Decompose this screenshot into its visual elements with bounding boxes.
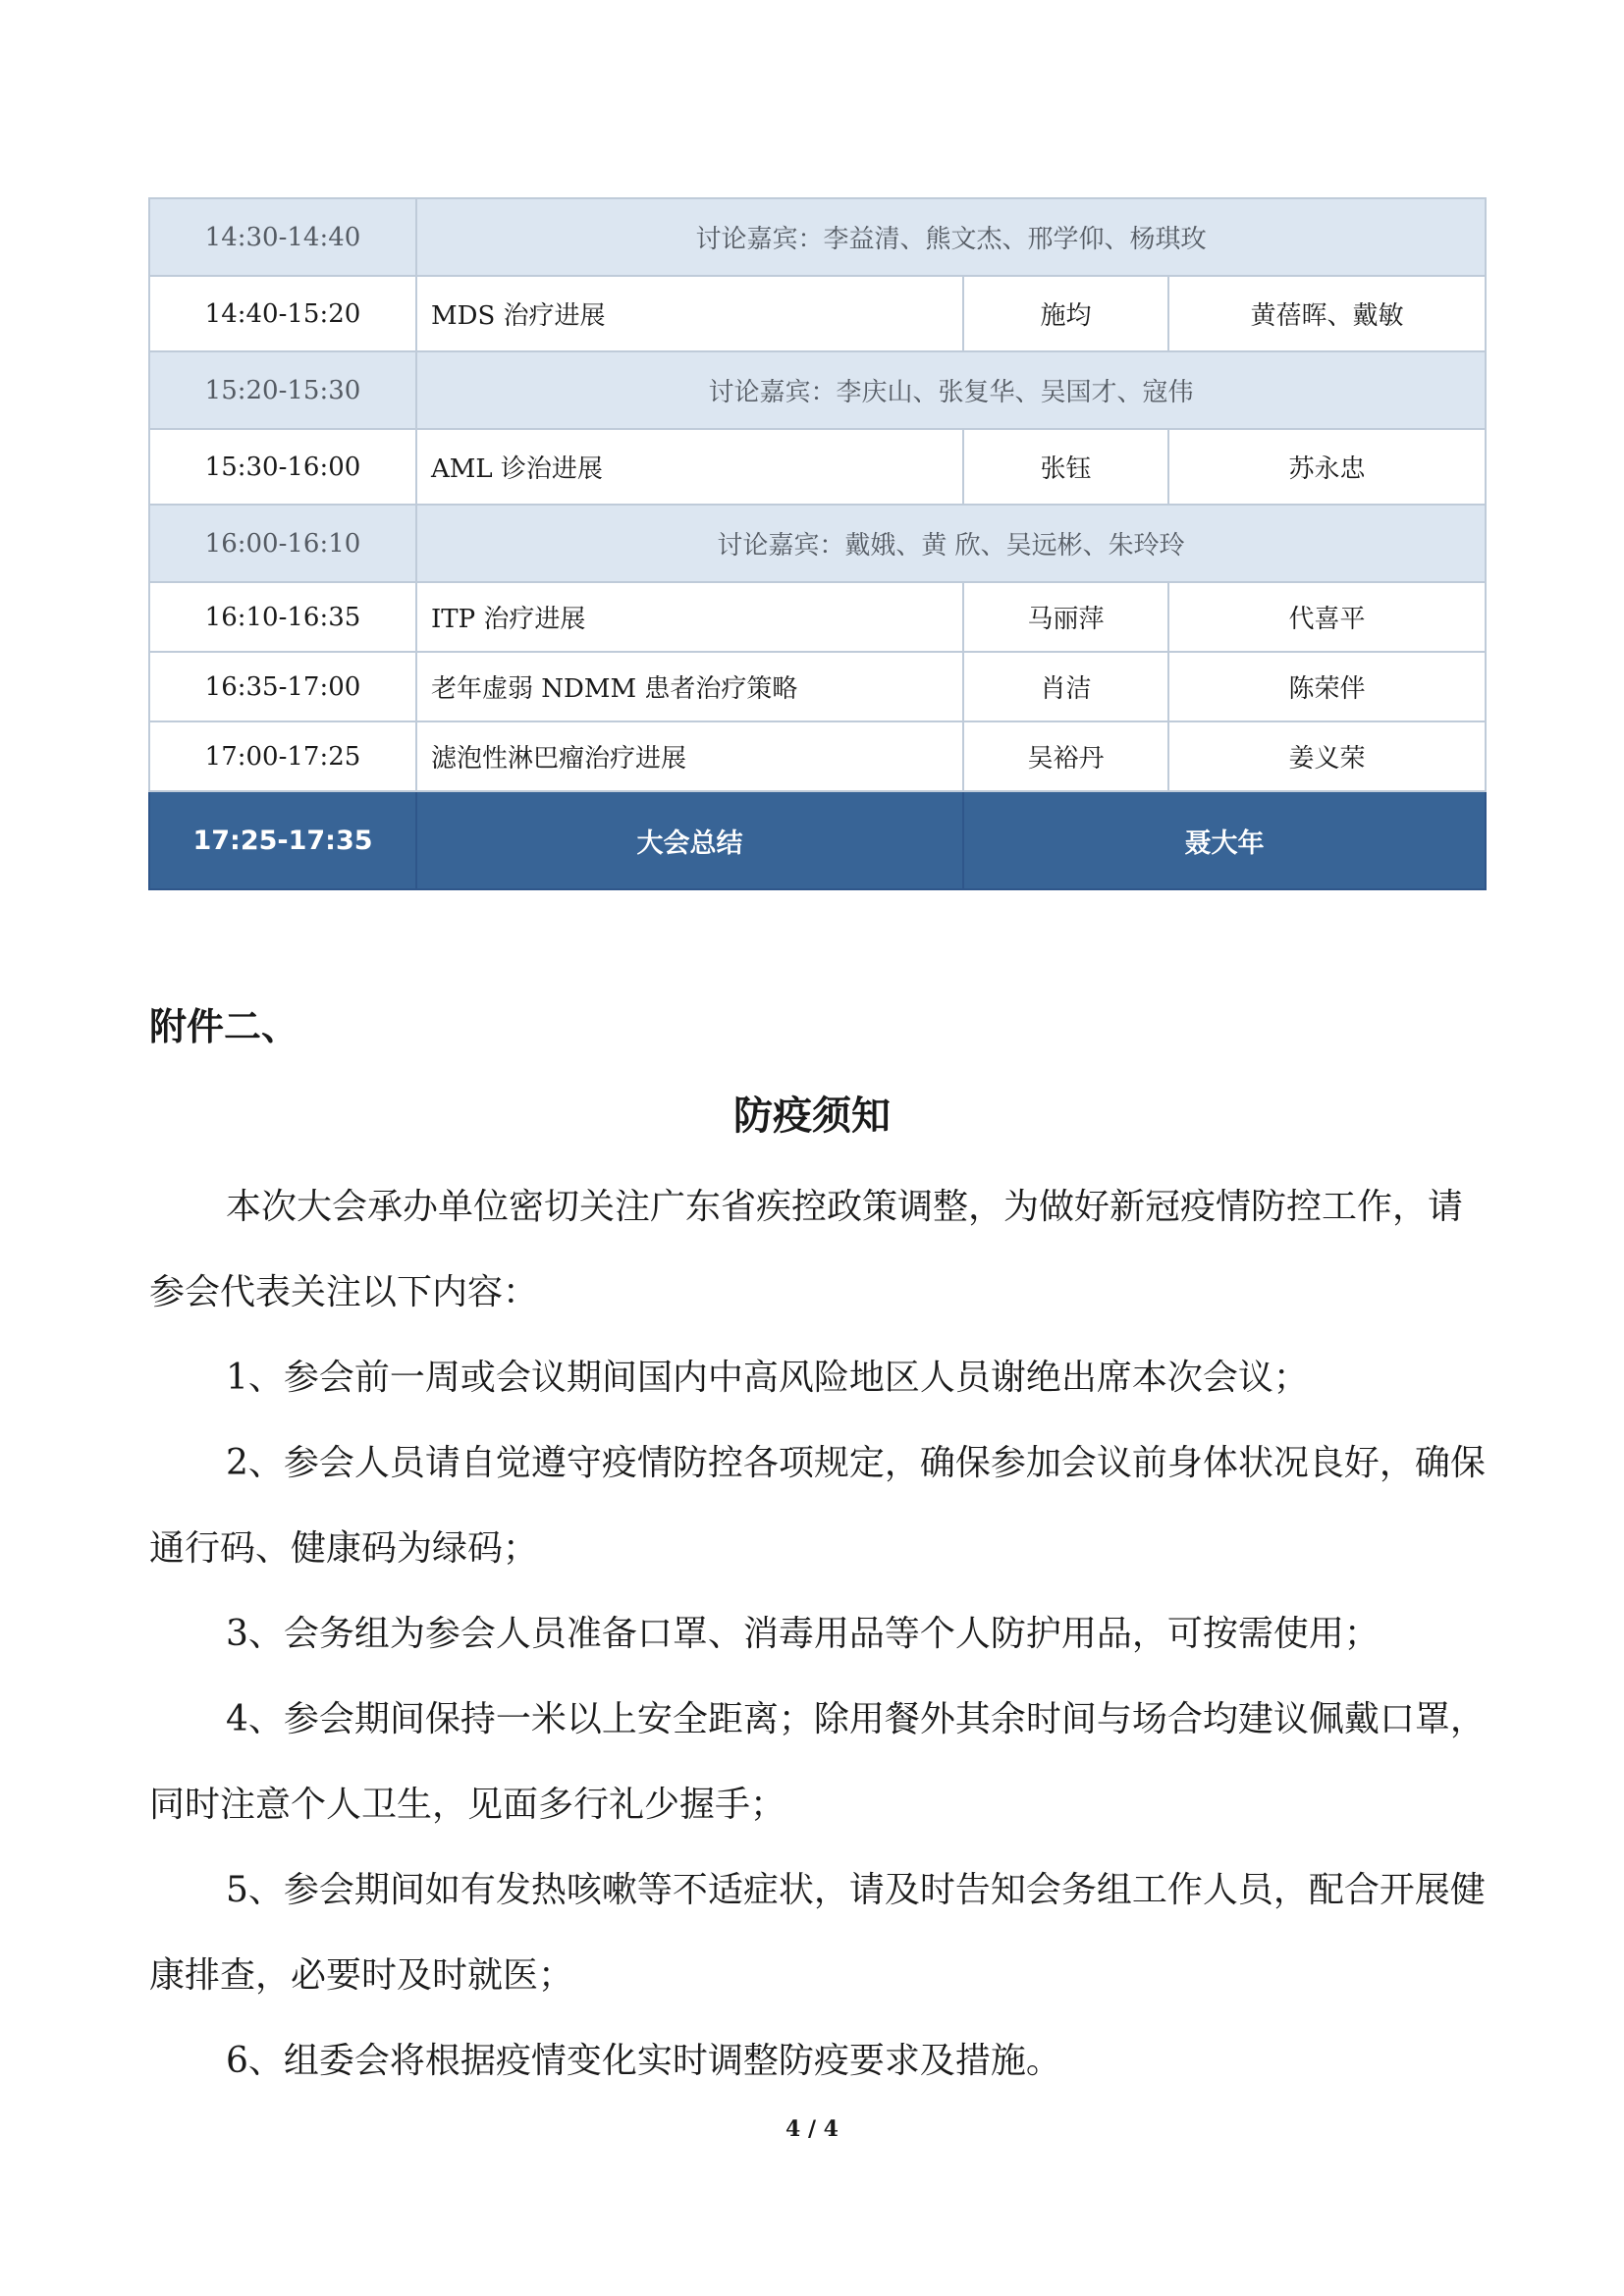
- notice-body: [149, 1164, 1487, 2104]
- row-speaker: 吴裕丹: [963, 721, 1168, 791]
- row-time: 17:25-17:35: [149, 791, 416, 889]
- table-row: [149, 429, 1486, 505]
- notice-item: 6、组委会将根据疫情变化实时调整防疫要求及措施。: [226, 2041, 1061, 2081]
- intro-paragraph: 本次大会承办单位密切关注广东省疾控政策调整，为做好新冠疫情防控工作，请参会代表关注以下内容：: [149, 1187, 1464, 1312]
- table-row: [149, 582, 1486, 652]
- row-speaker: 张钰: [963, 429, 1168, 505]
- discussion-guests: 讨论嘉宾：戴娥、黄 欣、吴远彬、朱玲玲: [416, 505, 1486, 582]
- table-row: [149, 791, 1486, 889]
- notice-item: 3、会务组为参会人员准备口罩、消毒用品等个人防护用品，可按需使用；: [226, 1614, 1380, 1654]
- row-chair: 姜义荣: [1168, 721, 1486, 791]
- row-time: 17:00-17:25: [149, 721, 416, 791]
- row-topic: 滤泡性淋巴瘤治疗进展: [416, 721, 963, 791]
- row-time: 14:40-15:20: [149, 276, 416, 351]
- table-row: [149, 505, 1486, 582]
- row-topic: MDS 治疗进展: [416, 276, 963, 351]
- row-topic: 老年虚弱 NDMM 患者治疗策略: [416, 652, 963, 721]
- notice-item: 5、参会期间如有发热咳嗽等不适症状，请及时告知会务组工作人员，配合开展健康排查，必要时及时就医；: [149, 1870, 1486, 1996]
- row-chair: 苏永忠: [1168, 429, 1486, 505]
- table-row: [149, 351, 1486, 429]
- row-time: 15:30-16:00: [149, 429, 416, 505]
- row-topic: ITP 治疗进展: [416, 582, 963, 652]
- schedule-table: [148, 197, 1487, 890]
- discussion-guests: 讨论嘉宾：李益清、熊文杰、邢学仰、杨琪玫: [416, 198, 1486, 276]
- notice-item: 2、参会人员请自觉遵守疫情防控各项规定，确保参加会议前身体状况良好，确保通行码、健康码为绿码；: [149, 1443, 1486, 1569]
- row-speaker: 肖洁: [963, 652, 1168, 721]
- row-chair: 陈荣伴: [1168, 652, 1486, 721]
- table-row: [149, 652, 1486, 721]
- page-number: 4 / 4: [785, 2116, 839, 2142]
- table-row: [149, 276, 1486, 351]
- row-speaker: 聂大年: [963, 791, 1486, 889]
- table-row: [149, 198, 1486, 276]
- row-chair: 代喜平: [1168, 582, 1486, 652]
- schedule-body: [149, 198, 1486, 889]
- notice-item: 4、参会期间保持一米以上安全距离；除用餐外其余时间与场合均建议佩戴口罩，同时注意个人卫生，见面多行礼少握手；: [149, 1699, 1486, 1825]
- row-time: 16:35-17:00: [149, 652, 416, 721]
- table-row: [149, 721, 1486, 791]
- row-time: 16:10-16:35: [149, 582, 416, 652]
- row-speaker: 马丽萍: [963, 582, 1168, 652]
- row-speaker: 施均: [963, 276, 1168, 351]
- row-chair: 黄蓓晖、戴敏: [1168, 276, 1486, 351]
- annex-label: 附件二、: [149, 1005, 299, 1048]
- row-time: 15:20-15:30: [149, 351, 416, 429]
- notice-title: 防疫须知: [733, 1094, 891, 1139]
- row-topic: AML 诊治进展: [416, 429, 963, 505]
- row-time: 16:00-16:10: [149, 505, 416, 582]
- notice-item: 1、参会前一周或会议期间国内中高风险地区人员谢绝出席本次会议；: [226, 1358, 1309, 1398]
- row-topic: 大会总结: [416, 791, 963, 889]
- discussion-guests: 讨论嘉宾：李庆山、张复华、吴国才、寇伟: [416, 351, 1486, 429]
- row-time: 14:30-14:40: [149, 198, 416, 276]
